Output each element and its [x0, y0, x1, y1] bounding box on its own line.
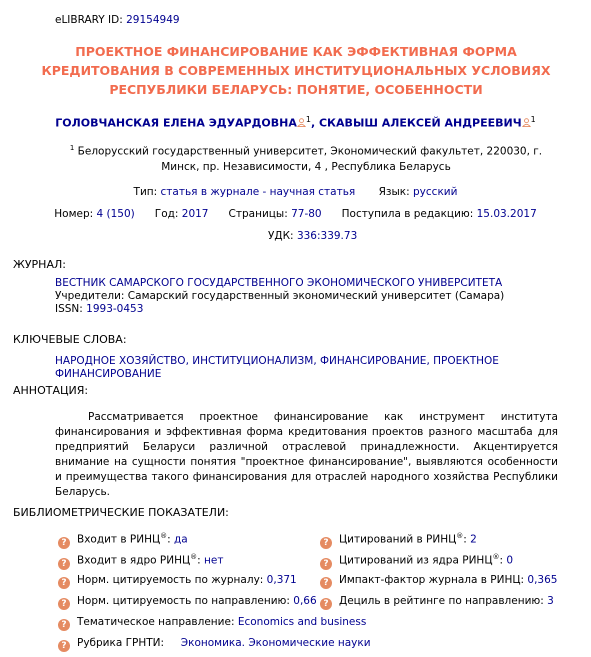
abstract-heading: АННОТАЦИЯ: — [13, 384, 89, 397]
biblio-impact — [320, 574, 557, 589]
help-icon[interactable]: ? — [58, 537, 70, 549]
keyword-link[interactable]: ФИНАНСИРОВАНИЕ — [320, 355, 427, 367]
biblio-topic — [58, 616, 366, 631]
author-sup-2: 1 — [530, 115, 536, 124]
type-label: Тип: — [133, 186, 158, 198]
biblio-grnti — [58, 637, 371, 652]
help-icon[interactable]: ? — [320, 598, 332, 610]
elibrary-id-label: eLIBRARY ID: — [55, 14, 123, 26]
year-value: 2017 — [181, 208, 209, 220]
biblio-norm-dir — [58, 595, 317, 610]
udk-label: УДК: — [268, 230, 294, 242]
rinc-value: да — [174, 533, 188, 546]
registered-mark: ® — [190, 553, 198, 561]
journal-issn — [55, 303, 504, 316]
udk-value: 336:339.73 — [296, 230, 358, 242]
pages-label: Страницы: — [228, 208, 288, 220]
topic-value[interactable]: Economics and business — [237, 616, 367, 628]
received-value: 15.03.2017 — [476, 208, 537, 220]
journal-founders: Учредители: Самарский государственный экономический университет (Самара) — [55, 290, 505, 302]
meta-type-line — [0, 186, 591, 198]
norm-dir-label: Норм. цитируемость по направлению: — [77, 595, 290, 607]
norm-journal-label: Норм. цитируемость по журналу: — [77, 574, 264, 586]
author-link-1[interactable]: ГОЛОВЧАНСКАЯ ЕЛЕНА ЭДУАРДОВНА — [55, 116, 297, 130]
meta-number-line — [0, 208, 591, 220]
authors-line: ГОЛОВЧАНСКАЯ ЕЛЕНА ЭДУАРДОВНА $^1$, СКАВЫШ АЛЕКСЕЙ АНДРЕЕВИЧ $^1$ — [55, 115, 536, 130]
person-icon[interactable] — [522, 118, 531, 127]
keyword-link[interactable]: ИНСТИТУЦИОНАЛИЗМ — [192, 355, 314, 367]
author-sup-1: 1 — [305, 115, 311, 124]
registered-mark: ® — [456, 532, 464, 540]
grnti-label: Рубрика ГРНТИ: — [77, 637, 165, 649]
lang-value: русский — [413, 186, 458, 198]
meta-udk-line — [268, 230, 357, 242]
help-icon[interactable]: ? — [58, 598, 70, 610]
norm-journal-value: 0,371 — [266, 574, 297, 586]
keyword-sep: , — [313, 355, 321, 367]
year-label: Год: — [154, 208, 179, 220]
journal-heading: ЖУРНАЛ: — [13, 258, 66, 271]
number-value[interactable]: 4 (150) — [96, 208, 135, 220]
help-icon[interactable]: ? — [320, 558, 332, 570]
help-icon[interactable]: ? — [58, 640, 70, 652]
rinc-label: Входит в РИНЦ — [77, 533, 161, 546]
keyword-sep: , — [185, 355, 193, 367]
person-icon[interactable] — [297, 118, 306, 127]
keywords-list — [55, 355, 591, 381]
registered-mark: ® — [160, 532, 168, 540]
affiliation-text: Белорусский государственный университет, Экономический факультет, 220030, г. Минск, пр. Независимости, 4 , Республика Беларусь — [77, 145, 543, 173]
impact-value: 0,365 — [527, 574, 558, 586]
impact-label: Импакт-фактор журнала в РИНЦ: — [339, 574, 525, 586]
pages-value: 77-80 — [291, 208, 322, 220]
core-label: Входит в ядро РИНЦ — [77, 554, 191, 567]
help-icon[interactable]: ? — [58, 619, 70, 631]
cit-core-value: 0 — [506, 554, 514, 567]
issn-value: 1993-0453 — [86, 303, 144, 315]
cit-core-label: Цитирований из ядра РИНЦ — [339, 554, 493, 567]
biblio-rinc: ? Входит в РИНЦ®: да — [58, 532, 188, 549]
help-icon[interactable]: ? — [320, 577, 332, 589]
norm-dir-value: 0,66 — [293, 595, 317, 607]
abstract-body — [55, 410, 558, 500]
keyword-link[interactable]: ПРОЕКТНОЕ ФИНАНСИРОВАНИЕ — [55, 355, 499, 380]
affiliation-sup: 1 — [69, 144, 75, 152]
biblio-norm-journal — [58, 574, 297, 589]
biblio-decile — [320, 595, 554, 610]
issn-label: ISSN: — [55, 303, 83, 315]
help-icon[interactable]: ? — [58, 558, 70, 570]
type-value: статья в журнале - научная статья — [160, 186, 356, 198]
received-label: Поступила в редакцию: — [341, 208, 474, 220]
journal-block — [55, 277, 504, 316]
topic-label: Тематическое направление: — [77, 616, 235, 628]
journal-name-link[interactable]: ВЕСТНИК САМАРСКОГО ГОСУДАРСТВЕННОГО ЭКОНОМИЧЕСКОГО УНИВЕРСИТЕТА — [55, 277, 503, 289]
help-icon[interactable]: ? — [320, 537, 332, 549]
biblio-citations-core: ? Цитирований из ядра РИНЦ®: 0 — [320, 553, 513, 570]
keyword-sep: , — [426, 355, 434, 367]
abstract-text: Рассматривается проектное финансирование как инструмент института финансирования и эффективная форма кредитования проектов разного масштаба для предприятий Беларуси различной отраслевой принадлежности. Акцентируется внимание на сущности понятия "проектное финансирование", выявляются особенности и преимущества такого финансирования для отраслей народного хозяйства Республики Беларусь. — [55, 411, 558, 498]
elibrary-id-value: 29154949 — [126, 14, 180, 26]
affiliation — [60, 141, 552, 175]
elibrary-id — [55, 14, 180, 26]
biblio-heading: БИБЛИОМЕТРИЧЕСКИЕ ПОКАЗАТЕЛИ: — [13, 506, 229, 519]
article-title: ПРОЕКТНОЕ ФИНАНСИРОВАНИЕ КАК ЭФФЕКТИВНАЯ ФОРМА КРЕДИТОВАНИЯ В СОВРЕМЕННЫХ ИНСТИТУЦИОНАЛЬНЫХ УСЛОВИЯХ РЕСПУБЛИКИ БЕЛАРУСЬ: ПОНЯТИЕ, ОСОБЕННОСТИ — [41, 44, 551, 97]
grnti-value[interactable]: Экономика. Экономические науки — [180, 637, 371, 649]
biblio-core: ? Входит в ядро РИНЦ®: нет — [58, 553, 224, 570]
help-icon[interactable]: ? — [58, 577, 70, 589]
author-link-2[interactable]: СКАВЫШ АЛЕКСЕЙ АНДРЕЕВИЧ — [318, 116, 522, 130]
cit-label: Цитирований в РИНЦ — [339, 533, 457, 546]
registered-mark: ® — [492, 553, 500, 561]
lang-label: Язык: — [378, 186, 410, 198]
biblio-citations: ? Цитирований в РИНЦ®: 2 — [320, 532, 477, 549]
keywords-heading: КЛЮЧЕВЫЕ СЛОВА: — [13, 333, 127, 346]
core-value: нет — [204, 554, 224, 567]
cit-value[interactable]: 2 — [470, 533, 477, 546]
decile-label: Дециль в рейтинге по направлению: — [339, 595, 544, 607]
decile-value: 3 — [547, 595, 554, 607]
keyword-link[interactable]: НАРОДНОЕ ХОЗЯЙСТВО — [55, 355, 186, 367]
number-label: Номер: — [54, 208, 94, 220]
